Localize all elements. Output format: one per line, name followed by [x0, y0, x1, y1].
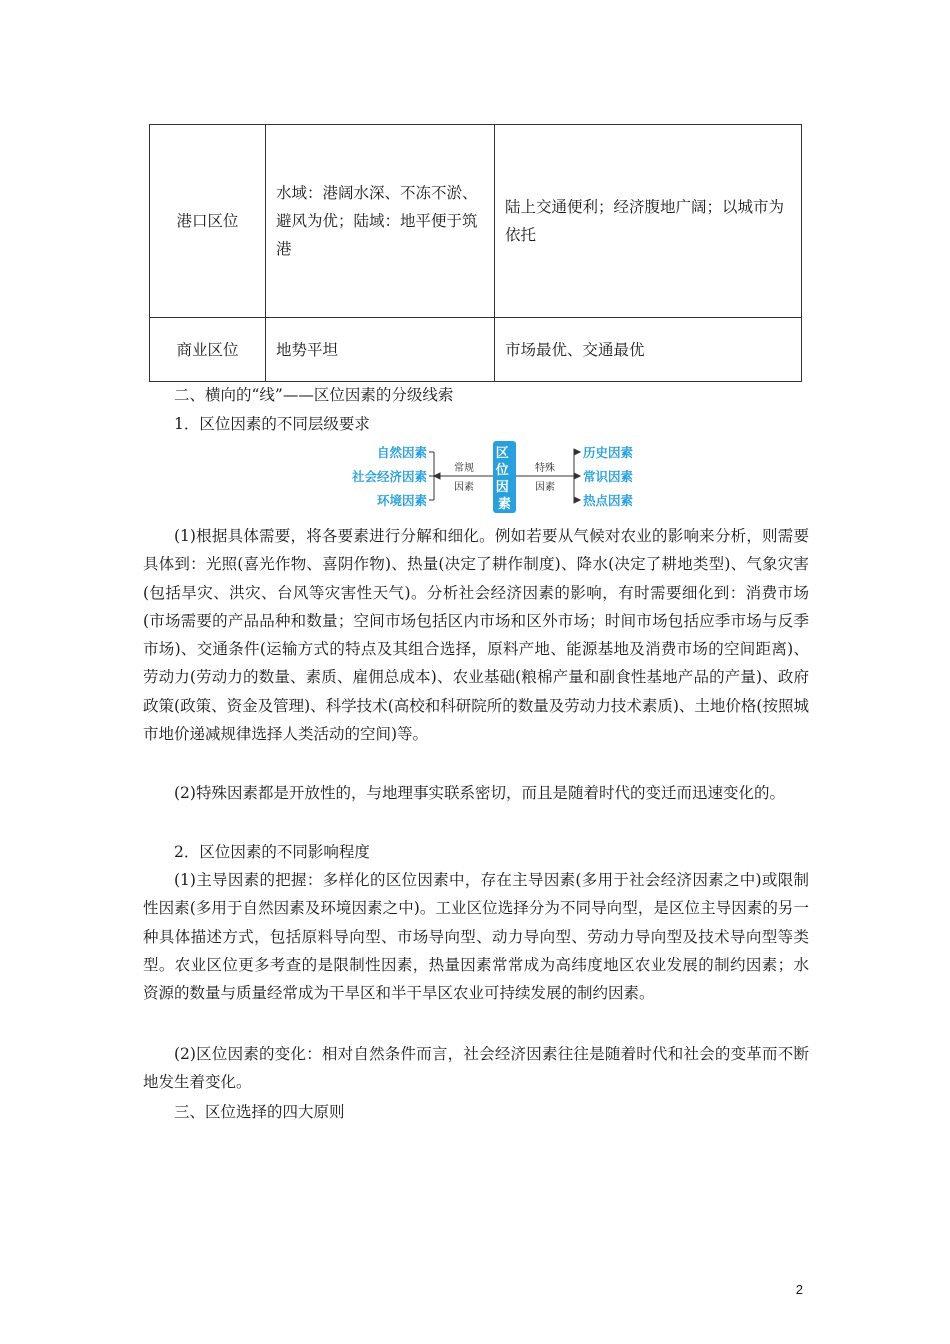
left-item: 自然因素 — [376, 445, 427, 460]
table-cell-natural: 地势平坦 — [266, 318, 495, 382]
subsection-heading: 1．区位因素的不同层级要求 — [174, 415, 370, 433]
section-heading: 三、区位选择的四大原则 — [174, 1103, 345, 1121]
table-cell-name: 商业区位 — [150, 318, 266, 382]
location-factor-diagram — [340, 440, 640, 514]
paragraph: (1)根据具体需要，将各要素进行分解和细化。例如若要从气候对农业的影响来分析，则需要具体到：光照(喜光作物、喜阴作物)、热量(决定了耕作制度)、降水(决定了耕地类型)、气象灾害(包括旱灾、洪灾、台风等灾害性天气)。分析社会经济因素的影响，有时需要细化到：消费市场(市场需要的产品品种和数量；空间市场包括区内市场和区外市场；时间市场包括应季市场与反季市场)、交通条件(运输方式的特点及其组合选择，原料产地、能源基地及消费市场的空间距离)、劳动力(劳动力的数量、素质、雇佣总成本)、农业基础(粮棉产量和副食性基地产品的产量)、政府政策(政策、资金及管理)、科学技术(高校和科研院所的数量及劳动力技术素质)、土地价格(按照城市地价递减规律选择人类活动的空间)等。 — [143, 527, 809, 744]
table-row — [150, 125, 802, 318]
right-bracket — [516, 449, 580, 503]
right-item: 历史因素 — [583, 445, 634, 460]
table-cell-natural: 水域：港阔水深、不冻不淤、避风为优；陆域：地平便于筑港 — [266, 125, 495, 318]
left-item: 社会经济因素 — [351, 469, 427, 484]
location-table — [149, 124, 802, 382]
arrow-label: 因素 — [535, 482, 555, 493]
table-cell-social: 市场最优、交通最优 — [495, 318, 802, 382]
arrow-label: 因素 — [454, 482, 474, 493]
table-cell-social: 陆上交通便利；经济腹地广阔；以城市为依托 — [495, 125, 802, 318]
paragraph: (2)特殊因素都是开放性的，与地理事实联系密切，而且是随着时代的变迁而迅速变化的。 — [174, 784, 785, 802]
left-item: 环境因素 — [376, 493, 427, 508]
arrow-label: 常规 — [454, 463, 474, 474]
right-item: 常识因素 — [583, 469, 634, 484]
right-item: 热点因素 — [583, 493, 634, 508]
paragraph: (2)区位因素的变化：相对自然条件而言，社会经济因素往往是随着时代和社会的变革而不断地发生着变化。 — [143, 1045, 809, 1092]
section-heading: 二、横向的“线”——区位因素的分级线索 — [174, 386, 454, 404]
arrow-label: 特殊 — [535, 463, 555, 474]
subsection-heading: 2．区位因素的不同影响程度 — [174, 843, 370, 861]
paragraph: (1)主导因素的把握：多样化的区位因素中，存在主导因素(多用于社会经济因素之中)或限制性因素(多用于自然因素及环境因素之中)。工业区位选择分为不同导向型，是区位主导因素的另一种具体描述方式，包括原料导向型、市场导向型、动力导向型、劳动力导向型及技术导向型等类型。农业区位更多考查的是限制性因素，热量因素常常成为高纬度地区农业发展的制约因素；水资源的数量与质量经常成为干旱区和半干旱区农业可持续发展的制约因素。 — [143, 871, 809, 1003]
center-label: 区 位 因 素 — [495, 446, 512, 512]
page-number: 2 — [795, 1282, 803, 1297]
table-row — [150, 318, 802, 382]
table-cell-name: 港口区位 — [150, 125, 266, 318]
